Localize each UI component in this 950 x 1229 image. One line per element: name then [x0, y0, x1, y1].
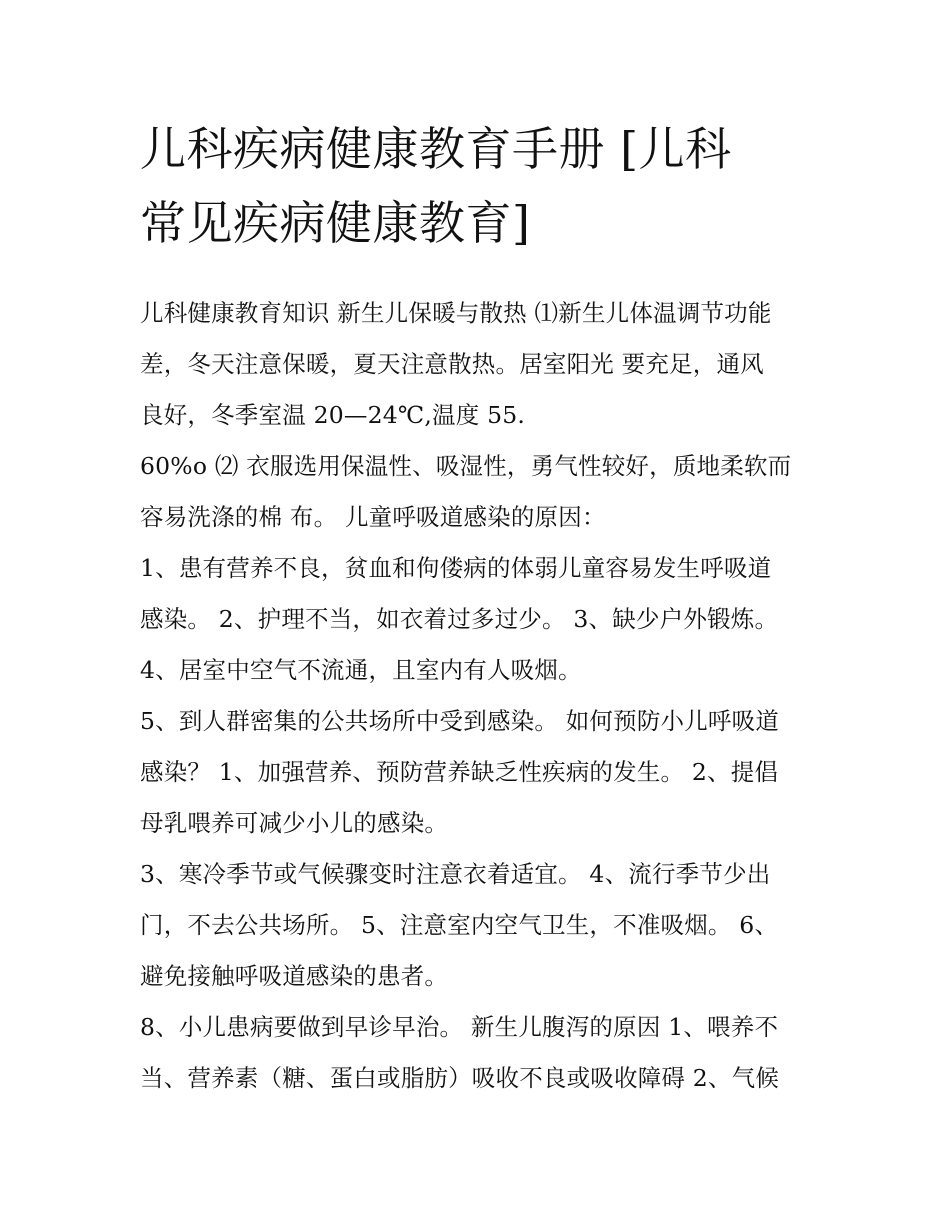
paragraph: [140, 1002, 810, 1104]
paragraph: [140, 849, 810, 1002]
text-line: 良好，冬季室温 20—24℃,温度 55.: [140, 401, 526, 429]
text-line: 1、患有营养不良，贫血和佝偻病的体弱儿童容易发生呼吸道: [140, 554, 772, 582]
document-page: [140, 112, 810, 1104]
title-line: 儿科疾病健康教育手册 [儿科: [140, 122, 732, 176]
text-line: 感染。 2、护理不当，如衣着过多过少。 3、缺少户外锻炼。: [140, 605, 779, 633]
text-line: 儿科健康教育知识 新生儿保暖与散热 ⑴新生儿体温调节功能: [140, 299, 772, 327]
title-line: 常见疾病健康教育]: [140, 196, 531, 250]
text-line: 4、居室中空气不流通，且室内有人吸烟。: [140, 656, 582, 684]
text-line: 避免接触呼吸道感染的患者。: [140, 962, 449, 990]
text-line: 当、营养素（糖、蛋白或脂肪）吸收不良或吸收障碍 2、气候: [140, 1064, 780, 1092]
text-line: 5、到人群密集的公共场所中受到感染。 如何预防小儿呼吸道: [140, 707, 780, 735]
text-line: 容易洗涤的棉 布。 儿童呼吸道感染的原因：: [140, 503, 606, 531]
paragraph: [140, 288, 810, 441]
paragraph: [140, 696, 810, 849]
paragraph: [140, 543, 810, 645]
text-line: 门，不去公共场所。 5、注意室内空气卫生，不准吸烟。 6、: [140, 911, 779, 939]
text-line: 60%o ⑵ 衣服选用保温性、吸湿性，勇气性较好，质地柔软而: [140, 452, 792, 480]
text-line: 感染？ 1、加强营养、预防营养缺乏性疾病的发生。 2、提倡: [140, 758, 779, 786]
paragraph: [140, 441, 810, 543]
document-title: [140, 112, 810, 260]
text-line: 3、寒冷季节或气候骤变时注意衣着适宜。 4、流行季节少出: [140, 860, 771, 888]
paragraph: [140, 645, 810, 696]
text-line: 差，冬天注意保暖，夏天注意散热。居室阳光 要充足，通风: [140, 350, 764, 378]
text-line: 母乳喂养可减少小儿的感染。: [140, 809, 449, 837]
text-line: 8、小儿患病要做到早诊早治。 新生儿腹泻的原因 1、喂养不: [140, 1013, 779, 1041]
document-body: [140, 288, 810, 1104]
